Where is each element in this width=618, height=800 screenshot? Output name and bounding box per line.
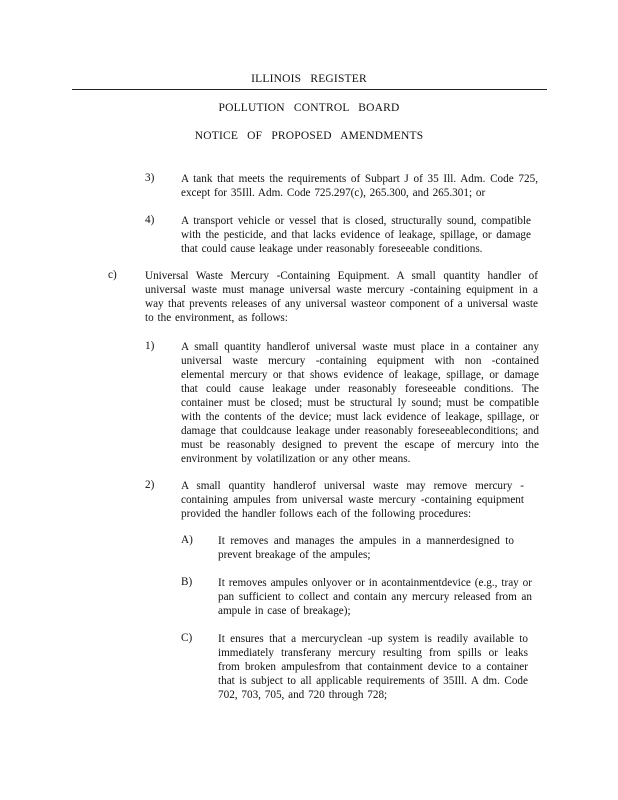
c-2-B-text: It removes ampules onlyover or in acontainmentdevice (e.g., tray or pan sufficient to collect and contain any mercury released from an ampule in case of breakage); [218,577,532,617]
header-rule [72,89,547,90]
c-1-marker: 1) [145,340,155,352]
section-c-marker: c) [108,269,117,281]
header-notice: NOTICE OF PROPOSED AMENDMENTS [194,130,424,142]
header-register: ILLINOIS REGISTER [251,73,367,85]
c-2-C-marker: C) [181,632,193,644]
c-2-text: A small quantity handlerof universal waste may remove mercury -containing ampules from universal waste mercury -containing equipment provided the handler follows each of the following procedures: [181,480,524,520]
c-2-A-marker: A) [181,534,193,546]
c-1-text: A small quantity handlerof universal waste must place in a container any universal waste mercury -containing equipment with non -contained elemental mercury or that shows evidence of leakage, spillage, or damage that could cause leakage under reasonably foreseeable conditions. The container must be closed; must be structural ly sound; must be compatible with the contents of the device; must lack evidence of leakage, spillage, or damage that couldcause leakage under reasonably foreseeableconditions; and must be reasonably designed to prevent the escape of mercury into the environment by volatilization or any other means. [181,341,539,465]
item-3-text: A tank that meets the requirements of Subpart J of 35 Ill. Adm. Code 725, except for 35Ill. Adm. Code 725.297(c), 265.300, and 265.301; or [181,173,538,199]
c-2-B-marker: B) [181,576,193,588]
c-2-marker: 2) [145,479,155,491]
section-c-text: Universal Waste Mercury -Containing Equipment. A small quantity handler of universal waste must manage universal waste mercury -containing equipment in a way that prevents releases of any universal wasteor component of a universal waste to the environment, as follows: [145,270,538,324]
item-3-marker: 3) [145,172,155,184]
item-4-text: A transport vehicle or vessel that is closed, structurally sound, compatible with the pesticide, and that lacks evidence of leakage, spillage, or damage that could cause leakage under reasonably foreseeable conditions. [181,215,531,255]
header-board: POLLUTION CONTROL BOARD [218,102,400,114]
item-4-marker: 4) [145,214,155,226]
c-2-A-text: It removes and manages the ampules in a mannerdesigned to prevent breakage of the ampules; [218,535,514,561]
c-2-C-text: It ensures that a mercuryclean -up system is readily available to immediately transferany mercury resulting from spills or leaks from broken ampulesfrom that containment device to a container that is subject to all applicable requirements of 35Ill. A dm. Code 702, 703, 705, and 720 through 728; [218,633,528,701]
